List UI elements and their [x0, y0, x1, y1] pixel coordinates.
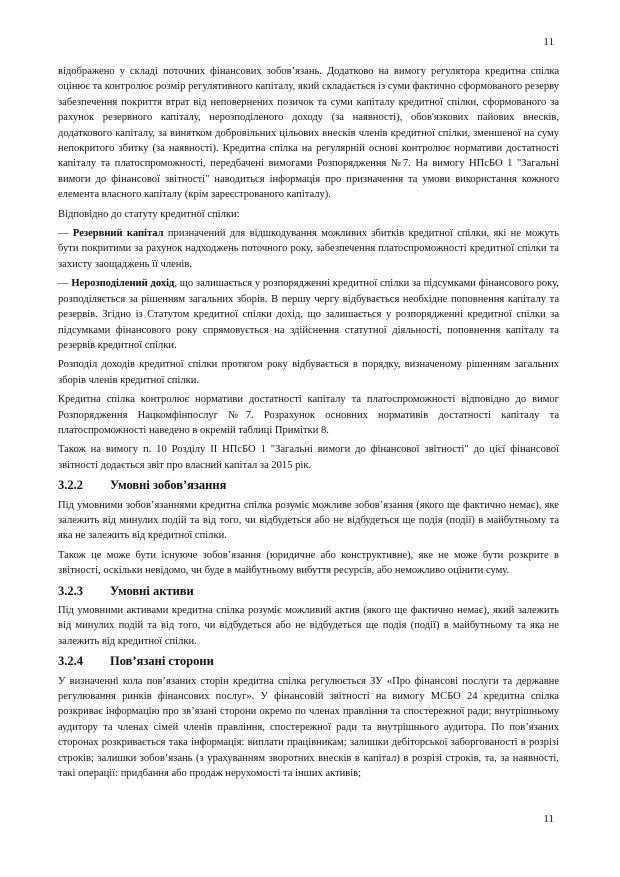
- section-number: 3.2.3: [58, 583, 83, 598]
- paragraph-capital-norms: Кредитна спілка контролює нормативи достатності капіталу та платоспроможності відповідно до вимог Розпорядження Нацкомфінпослуг №7. Розрахунок основних нормативів достатності капіталу та платоспроможності наведено в окремій таблиці Примітки 8.: [58, 394, 559, 436]
- section-heading-contingent-liabilities: [58, 478, 559, 493]
- dash-marker: —: [58, 278, 72, 290]
- paragraph-statute-intro: Відповідно до статуту кредитної спілки:: [58, 208, 240, 220]
- paragraph-contingent-liabilities-1: Під умовними зобов’язаннями кредитна спілка розуміє можливе зобов’язання (якого ще фактично немає), яке залежить від минулих подій та від того, чи відбудеться або не відбудеться ще подія (події) в майбутньому та яка не залежить від кредитної спілки.: [58, 499, 559, 542]
- definition-text: , що залишається у розпорядженні кредитної спілки за підсумками фінансового року, розподіляється за рішенням загальних зборів. В першу чергу відбувається необхідне поповнення капіталу та резервів. Згідно із Статутом кредитної спілки дохід, що залишається у розпорядженні кредитної спілки за підсумками фінансового року спрямовується на здійснення статутної діяльності, поповнення капіталу та резервів кредитної спілки.: [58, 278, 559, 351]
- section-title: Пов’язані сторони: [110, 654, 214, 669]
- page-content: [58, 64, 559, 785]
- paragraph-reserve-capital: [58, 226, 559, 272]
- section-title: Умовні активи: [110, 583, 194, 598]
- paragraph-related-parties: У визначенні кола пов’язаних сторін кредитна спілка регулюється ЗУ «Про фінансові послуги та державне регулювання ринків фінансових послуг». У фінансовій звітності на вимогу МСБО 24 кредитна спілка розкриває інформацію про зв’язані сторони окремо по членах правління та спостережної ради; внутрішньому аудитору та членах сімей членів правління, спостережної ради та внутрішнього аудитора. По пов’язаних сторонах розкривається така інформація: виплати працівникам; залишки дебіторської заборгованості в розрізі строків; залишки зобов’язань (з урахуванням зворотних внесків в капітал) в розрізі строків, та, за наявності, такі операції: придбання або продаж нерухомості та інших активів;: [58, 675, 559, 780]
- definition-text: призначений для відшкодування можливих збитків кредитної спілки, які не можуть бути покритими за рахунок надходжень поточного року, забезпечення платоспроможності кредитної спілки та захисту заощаджень її членів.: [58, 228, 560, 270]
- dash-marker: —: [58, 228, 73, 240]
- section-heading-related-parties: [58, 654, 559, 669]
- paragraph-equity-report: Також на вимогу п. 10 Розділу ІІ НПсБО 1 "Загальні вимоги до фінансової звітності" до цієї фінансової звітності додається звіт про власний капітал за 2015 рік.: [58, 444, 559, 471]
- page-number-bottom: 11: [543, 813, 554, 825]
- page-number-top: 11: [543, 36, 554, 48]
- term-retained-income: Нерозподілений дохід: [71, 278, 175, 290]
- section-title: Умовні зобов’язання: [110, 478, 227, 493]
- paragraph-retained-income: [58, 276, 559, 353]
- term-reserve-capital: Резервний капітал: [72, 228, 164, 240]
- paragraph-income-distribution: Розподіл доходів кредитної спілки протягом року відбувається в порядку, визначеному рішенням загальних зборів членів кредитної спілки.: [58, 359, 559, 386]
- section-heading-contingent-assets: [58, 584, 559, 599]
- paragraph-contingent-liabilities-2: Також це може бути існуюче зобов’язання (юридичне або конструктивне), яке не може бути розкрите в звітності, оскільки невідомо, чи буде в майбутньому вибуття ресурсів, або неможливо оцінити суму.: [58, 549, 559, 577]
- section-number: 3.2.2: [58, 478, 83, 493]
- section-number: 3.2.4: [58, 654, 83, 669]
- paragraph-regulatory-capital: відображено у складі поточних фінансових зобов’язань. Додатково на вимогу регулятора кредитна спілка оцінює та контролює розмір регулятивного капіталу, який складається із суми фактично сформованого резерву забезпечення покриття втрат від неповернених позичок та суми капіталу кредитної спілки, сформованого за рахунок резервного капіталу, нерозподіленого доходу (за наявності), обов'язкових пайових внесків, додаткового капіталу, за винятком добровільних цільових внесків членів кредитної спілки, зменшеної на суму непокритого збитку (за наявності). Кредитна спілка на регулярній основі контролює нормативи достатності капіталу та платоспроможності, передбачені вимогами Розпорядження №7. На вимогу НПсБО 1 "Загальні вимоги до фінансової звітності" наводиться інформація про призначення та умови використання кожного елемента власного капіталу (крім зареєстрованого капіталу).: [58, 66, 559, 201]
- paragraph-contingent-assets: Під умовними активами кредитна спілка розуміє можливий актив (якого ще фактично немає), який залежить від минулих подій та від того, чи відбудеться або не відбудеться ще подія (події) в майбутньому та яка не залежить від кредитної спілки.: [58, 605, 559, 647]
